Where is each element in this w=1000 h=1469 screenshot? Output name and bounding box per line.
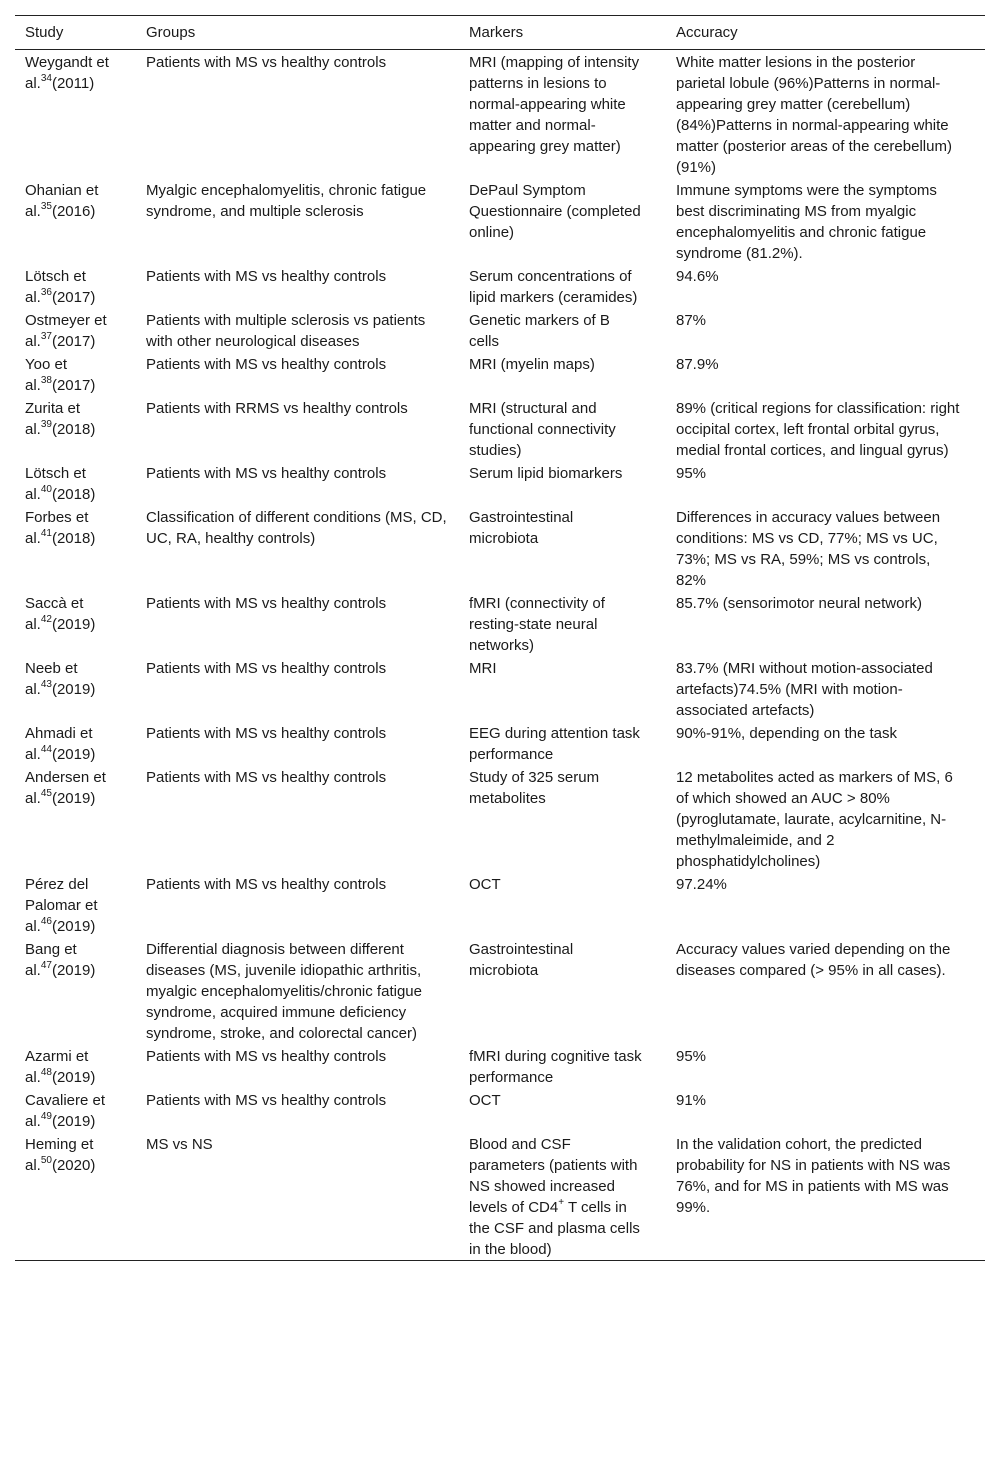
study-author: Zurita et al. <box>25 400 81 438</box>
study-cell <box>15 352 136 396</box>
accuracy-text: 87.9% <box>676 356 719 373</box>
study-year: (2016) <box>51 203 96 220</box>
table-row <box>15 308 985 352</box>
groups-cell <box>136 352 459 396</box>
accuracy-cell <box>666 505 985 591</box>
table-body <box>15 50 985 1261</box>
table-row <box>15 872 985 937</box>
markers-text: MRI <box>469 660 497 677</box>
study-cell <box>15 178 136 264</box>
groups-cell <box>136 765 459 872</box>
table-row <box>15 178 985 264</box>
markers-text: OCT <box>469 876 501 893</box>
accuracy-text: 95% <box>676 1048 707 1065</box>
study-year: (2019) <box>51 616 96 633</box>
groups-text: Patients with MS vs healthy controls <box>146 876 387 893</box>
study-author: Lötsch et al. <box>25 465 86 503</box>
table-row <box>15 1044 985 1088</box>
studies-table <box>15 15 985 1261</box>
accuracy-text: In the validation cohort, the predicted probability for NS in patients with NS was 76%, and for MS in patients with MS was 99%. <box>676 1136 951 1216</box>
markers-text: MRI (mapping of intensity patterns in lesions to normal-appearing white matter and normal-appearing grey matter) <box>469 54 640 155</box>
groups-cell <box>136 591 459 656</box>
study-author: Yoo et al. <box>25 356 67 394</box>
study-author: Weygandt et al. <box>25 54 109 92</box>
study-cell <box>15 765 136 872</box>
study-author: Ahmadi et al. <box>25 725 93 763</box>
study-year: (2017) <box>51 333 96 350</box>
accuracy-cell <box>666 264 985 308</box>
accuracy-text: White matter lesions in the posterior parietal lobule (96%)Patterns in normal-appearing grey matter (cerebellum) (84%)Patterns in normal-appearing white matter (posterior areas of the cerebellum) (91%) <box>676 54 952 176</box>
study-year: (2018) <box>51 530 96 547</box>
accuracy-text: 97.24% <box>676 876 727 893</box>
study-author: Saccà et al. <box>25 595 84 633</box>
accuracy-cell <box>666 656 985 721</box>
markers-cell <box>459 1044 666 1088</box>
accuracy-text: 85.7% (sensorimotor neural network) <box>676 595 922 612</box>
study-year: (2019) <box>51 681 96 698</box>
accuracy-cell <box>666 308 985 352</box>
study-ref: 38 <box>40 375 52 386</box>
groups-text: Patients with MS vs healthy controls <box>146 769 387 786</box>
groups-text: MS vs NS <box>146 1136 213 1153</box>
study-cell <box>15 264 136 308</box>
study-year: (2020) <box>51 1157 96 1174</box>
accuracy-text: 12 metabolites acted as markers of MS, 6 of which showed an AUC > 80% (pyroglutamate, laurate, acylcarnitine, N-methylmaleimide, and 2 phosphatidylcholines) <box>676 769 953 870</box>
study-year: (2019) <box>51 1113 96 1130</box>
study-cell <box>15 1088 136 1132</box>
study-ref: 48 <box>40 1067 52 1078</box>
accuracy-cell <box>666 1088 985 1132</box>
table-row <box>15 1132 985 1261</box>
accuracy-text: 83.7% (MRI without motion-associated artefacts)74.5% (MRI with motion-associated artefacts) <box>676 660 933 719</box>
study-cell <box>15 308 136 352</box>
groups-text: Patients with MS vs healthy controls <box>146 54 387 71</box>
markers-cell <box>459 505 666 591</box>
groups-text: Patients with MS vs healthy controls <box>146 660 387 677</box>
study-cell <box>15 937 136 1044</box>
study-author: Lötsch et al. <box>25 268 86 306</box>
markers-cell <box>459 721 666 765</box>
markers-text: Gastrointestinal microbiota <box>469 509 574 547</box>
table-row <box>15 50 985 179</box>
groups-cell <box>136 1088 459 1132</box>
accuracy-text: Accuracy values varied depending on the diseases compared (> 95% in all cases). <box>676 941 951 979</box>
groups-text: Patients with multiple sclerosis vs patients with other neurological diseases <box>146 312 426 350</box>
groups-text: Patients with RRMS vs healthy controls <box>146 400 408 417</box>
study-cell <box>15 656 136 721</box>
study-ref: 40 <box>40 484 52 495</box>
markers-text: Serum concentrations of lipid markers (ceramides) <box>469 268 638 306</box>
groups-cell <box>136 1044 459 1088</box>
study-cell <box>15 50 136 179</box>
groups-text: Classification of different conditions (MS, CD, UC, RA, healthy controls) <box>146 509 447 547</box>
study-cell <box>15 1044 136 1088</box>
study-year: (2011) <box>51 75 95 92</box>
groups-cell <box>136 656 459 721</box>
study-author: Forbes et al. <box>25 509 89 547</box>
groups-cell <box>136 461 459 505</box>
markers-sup: + <box>558 1197 565 1208</box>
accuracy-text: 91% <box>676 1092 707 1109</box>
study-ref: 44 <box>40 744 52 755</box>
groups-cell <box>136 505 459 591</box>
markers-text: Blood and CSF parameters (patients with NS showed increased levels of CD4 <box>469 1136 638 1216</box>
markers-text: DePaul Symptom Questionnaire (completed online) <box>469 182 641 241</box>
markers-text: MRI (structural and functional connectivity studies) <box>469 400 616 459</box>
study-author: Ohanian et al. <box>25 182 99 220</box>
accuracy-text: 95% <box>676 465 707 482</box>
study-year: (2018) <box>51 486 96 503</box>
markers-cell <box>459 178 666 264</box>
groups-text: Patients with MS vs healthy controls <box>146 595 387 612</box>
study-year: (2017) <box>51 377 96 394</box>
table-row <box>15 937 985 1044</box>
markers-cell <box>459 461 666 505</box>
groups-text: Patients with MS vs healthy controls <box>146 465 387 482</box>
study-ref: 45 <box>40 788 52 799</box>
groups-text: Differential diagnosis between different diseases (MS, juvenile idiopathic arthritis, myalgic encephalomyelitis/chronic fatigue syndrome, acquired immune deficiency syndrome, stroke, and colorectal cancer) <box>146 941 422 1042</box>
groups-text: Patients with MS vs healthy controls <box>146 1048 387 1065</box>
accuracy-cell <box>666 1044 985 1088</box>
study-author: Heming et al. <box>25 1136 94 1174</box>
study-year: (2019) <box>51 1069 96 1086</box>
table-row <box>15 461 985 505</box>
study-year: (2019) <box>51 790 96 807</box>
table-row <box>15 656 985 721</box>
study-ref: 46 <box>40 916 52 927</box>
study-ref: 39 <box>40 419 52 430</box>
markers-text: EEG during attention task performance <box>469 725 640 763</box>
markers-cell <box>459 872 666 937</box>
study-cell <box>15 461 136 505</box>
accuracy-text: 90%-91%, depending on the task <box>676 725 897 742</box>
accuracy-text: Immune symptoms were the symptoms best discriminating MS from myalgic encephalomyelitis and chronic fatigue syndrome (81.2%). <box>676 182 937 262</box>
markers-cell <box>459 765 666 872</box>
study-author: Andersen et al. <box>25 769 106 807</box>
study-ref: 36 <box>40 287 52 298</box>
groups-cell <box>136 721 459 765</box>
study-cell <box>15 1132 136 1261</box>
markers-text: Gastrointestinal microbiota <box>469 941 574 979</box>
groups-cell <box>136 50 459 179</box>
accuracy-text: Differences in accuracy values between conditions: MS vs CD, 77%; MS vs UC, 73%; MS vs RA, 59%; MS vs controls, 82% <box>676 509 941 589</box>
groups-text: Patients with MS vs healthy controls <box>146 725 387 742</box>
groups-cell <box>136 1132 459 1261</box>
markers-cell <box>459 937 666 1044</box>
table-row <box>15 264 985 308</box>
accuracy-cell <box>666 591 985 656</box>
groups-text: Myalgic encephalomyelitis, chronic fatigue syndrome, and multiple sclerosis <box>146 182 427 220</box>
groups-cell <box>136 264 459 308</box>
study-author: Cavaliere et al. <box>25 1092 106 1130</box>
table-row <box>15 765 985 872</box>
markers-text: Genetic markers of B cells <box>469 312 610 350</box>
accuracy-cell <box>666 721 985 765</box>
study-ref: 50 <box>40 1155 52 1166</box>
header-groups: Groups <box>146 24 196 41</box>
accuracy-cell <box>666 872 985 937</box>
study-ref: 41 <box>40 528 52 539</box>
markers-cell <box>459 352 666 396</box>
markers-text: Serum lipid biomarkers <box>469 465 623 482</box>
study-cell <box>15 721 136 765</box>
study-ref: 43 <box>40 679 52 690</box>
markers-text: fMRI (connectivity of resting-state neural networks) <box>469 595 605 654</box>
study-ref: 49 <box>40 1111 52 1122</box>
study-author: Neeb et al. <box>25 660 78 698</box>
groups-cell <box>136 937 459 1044</box>
accuracy-cell <box>666 396 985 461</box>
accuracy-cell <box>666 50 985 179</box>
study-author: Azarmi et al. <box>25 1048 89 1086</box>
study-author: Bang et al. <box>25 941 77 979</box>
table-row <box>15 396 985 461</box>
study-year: (2018) <box>51 421 96 438</box>
markers-text: MRI (myelin maps) <box>469 356 595 373</box>
study-cell <box>15 591 136 656</box>
markers-cell <box>459 1088 666 1132</box>
table-row <box>15 352 985 396</box>
accuracy-cell <box>666 178 985 264</box>
study-year: (2019) <box>51 746 96 763</box>
study-author: Ostmeyer et al. <box>25 312 107 350</box>
markers-text: Study of 325 serum metabolites <box>469 769 600 807</box>
table-header <box>15 16 985 50</box>
markers-text: fMRI during cognitive task performance <box>469 1048 642 1086</box>
groups-text: Patients with MS vs healthy controls <box>146 356 387 373</box>
accuracy-text: 87% <box>676 312 707 329</box>
study-ref: 37 <box>40 331 52 342</box>
study-cell <box>15 872 136 937</box>
study-ref: 47 <box>40 960 52 971</box>
header-study: Study <box>25 24 64 41</box>
groups-cell <box>136 396 459 461</box>
study-cell <box>15 505 136 591</box>
study-year: (2017) <box>51 289 96 306</box>
markers-cell <box>459 308 666 352</box>
markers-cell <box>459 50 666 179</box>
study-ref: 42 <box>40 614 52 625</box>
study-ref: 34 <box>40 73 52 84</box>
groups-cell <box>136 308 459 352</box>
markers-cell <box>459 264 666 308</box>
markers-cell <box>459 591 666 656</box>
study-author: Pérez del Palomar et al. <box>25 876 98 935</box>
study-ref: 35 <box>40 201 52 212</box>
header-row <box>15 16 985 50</box>
accuracy-cell <box>666 352 985 396</box>
accuracy-cell <box>666 937 985 1044</box>
table-row <box>15 721 985 765</box>
groups-cell <box>136 872 459 937</box>
markers-cell <box>459 1132 666 1261</box>
groups-text: Patients with MS vs healthy controls <box>146 1092 387 1109</box>
study-year: (2019) <box>51 918 96 935</box>
groups-text: Patients with MS vs healthy controls <box>146 268 387 285</box>
accuracy-text: 94.6% <box>676 268 719 285</box>
markers-tail: T cells in the CSF and plasma cells in the blood) <box>469 1199 640 1258</box>
groups-cell <box>136 178 459 264</box>
table-row <box>15 1088 985 1132</box>
accuracy-cell <box>666 461 985 505</box>
header-accuracy: Accuracy <box>676 24 738 41</box>
table-row <box>15 591 985 656</box>
accuracy-cell <box>666 765 985 872</box>
study-year: (2019) <box>51 962 96 979</box>
study-cell <box>15 396 136 461</box>
markers-text: OCT <box>469 1092 501 1109</box>
markers-cell <box>459 396 666 461</box>
header-markers: Markers <box>469 24 524 41</box>
table-row <box>15 505 985 591</box>
accuracy-cell <box>666 1132 985 1261</box>
markers-cell <box>459 656 666 721</box>
accuracy-text: 89% (critical regions for classification: right occipital cortex, left frontal orbital gyrus, medial frontal cortices, and lingual gyrus) <box>676 400 960 459</box>
